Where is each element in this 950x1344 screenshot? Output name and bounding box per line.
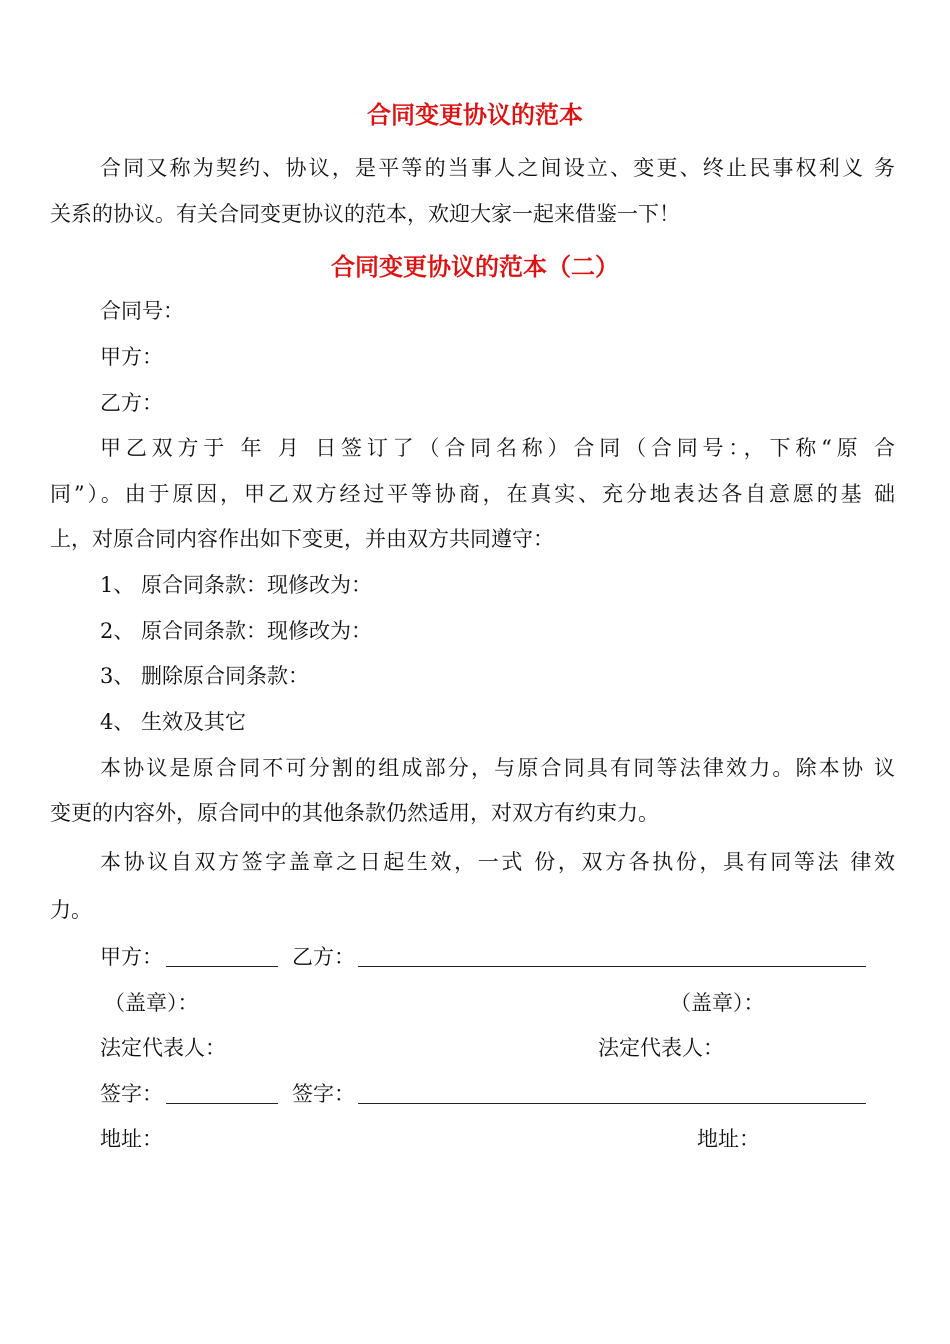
paragraph-1-line-3: 上，对原合同内容作出如下变更，并由双方共同遵守： <box>50 527 554 551</box>
paragraph-2-line-2: 变更的内容外，原合同中的其他条款仍然适用，对双方有约束力。 <box>50 801 659 825</box>
representative-left-label: 法定代表人： <box>100 1036 226 1060</box>
list-item: 4、 生效及其它 <box>100 710 247 734</box>
seal-left-label: （盖章）： <box>104 991 199 1015</box>
sign-party-b-label: 乙方： <box>292 945 355 969</box>
sign-right-label: 签字： <box>292 1082 355 1106</box>
sign-left-label: 签字： <box>100 1082 163 1106</box>
document-title: 合同变更协议的范本 <box>367 100 583 129</box>
representative-right-label: 法定代表人： <box>598 1036 724 1060</box>
list-item: 2、 原合同条款：现修改为： <box>100 619 373 643</box>
address-right-label: 地址： <box>697 1127 760 1151</box>
sign-right-blank-line <box>358 1083 866 1104</box>
list-item: 1、 原合同条款：现修改为： <box>100 573 373 597</box>
list-item: 3、 删除原合同条款： <box>100 664 310 688</box>
sign-left-blank-line <box>166 1083 278 1104</box>
sign-party-a-label: 甲方： <box>100 945 163 969</box>
address-left-label: 地址： <box>100 1127 163 1151</box>
section-title: 合同变更协议的范本（二） <box>331 252 619 281</box>
party-b-label: 乙方： <box>100 391 163 415</box>
paragraph-2-line-1: 本协议是原合同不可分割的组成部分，与原合同具有同等法律效力。除本协 议 <box>100 756 895 780</box>
party-a-label: 甲方： <box>100 345 163 369</box>
contract-number-label: 合同号： <box>100 299 184 323</box>
paragraph-3-line-2: 力。 <box>50 898 92 922</box>
party-b-blank-line <box>358 946 866 967</box>
paragraph-3-line-1: 本协议自双方签字盖章之日起生效，一式 份，双方各执份，具有同等法 律效 <box>100 850 895 874</box>
intro-line-1: 合同又称为契约、协议，是平等的当事人之间设立、变更、终止民事权利义 务 <box>100 156 895 180</box>
intro-line-2: 关系的协议。有关合同变更协议的范本，欢迎大家一起来借鉴一下！ <box>50 202 680 226</box>
paragraph-1-line-1: 甲乙双方于 年 月 日签订了（合同名称）合同（合同号：，下称“原 合 <box>100 436 895 460</box>
seal-right-label: （盖章）： <box>670 991 765 1015</box>
party-a-blank-line <box>166 946 278 967</box>
paragraph-1-line-2: 同”）。由于原因，甲乙双方经过平等协商，在真实、充分地表达各自意愿的基 础 <box>50 482 895 506</box>
